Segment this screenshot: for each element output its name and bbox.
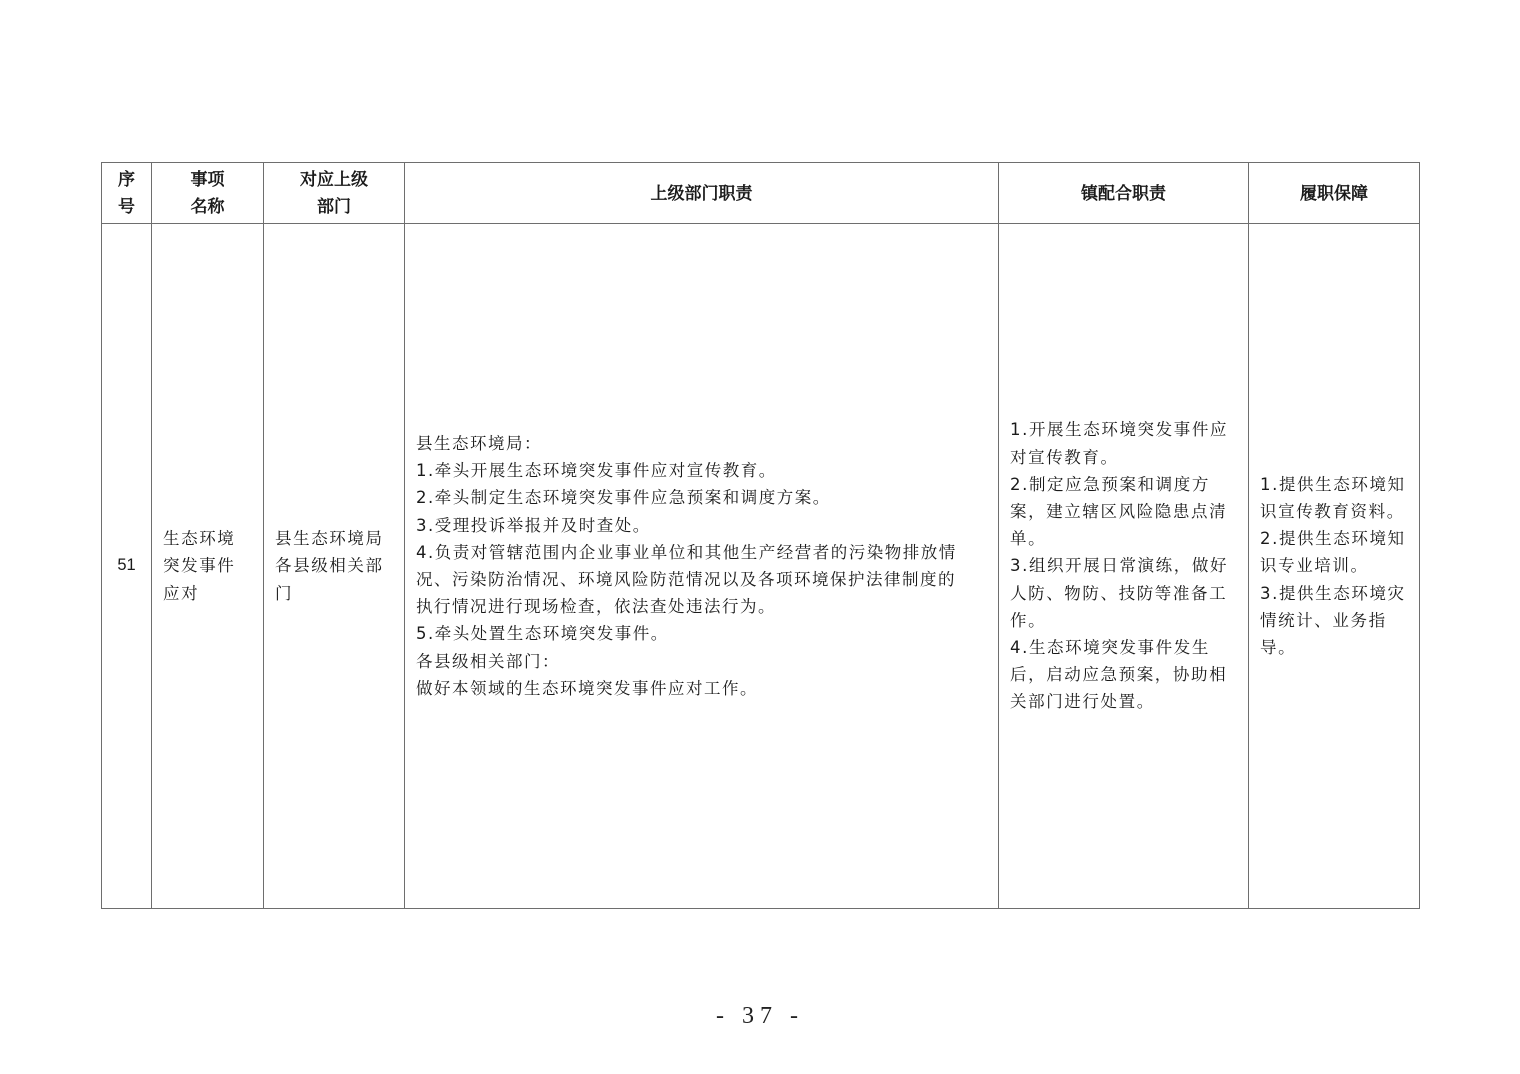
row-seq: 51 [102, 224, 152, 909]
dept-line: 各县级相关部 [275, 556, 384, 576]
upper-duty-line: 1.牵头开展生态环境突发事件应对宣传教育。 [416, 461, 777, 481]
town-duty-line: 作。 [1010, 610, 1047, 630]
upper-duty-line: 执行情况进行现场检查，依法查处违法行为。 [416, 597, 776, 617]
guarantee-line: 识宣传教育资料。 [1260, 501, 1405, 521]
header-item-line-2: 名称 [190, 197, 225, 216]
town-duty-line: 人防、物防、技防等准备工 [1010, 583, 1228, 603]
page-number: - 37 - [716, 1003, 804, 1029]
dept-line: 门 [275, 583, 294, 603]
upper-duty-line: 2.牵头制定生态环境突发事件应急预案和调度方案。 [416, 488, 831, 508]
upper-duty-line: 各县级相关部门： [416, 651, 560, 671]
upper-duty-line: 5.牵头处置生态环境突发事件。 [416, 624, 669, 644]
guarantee-line: 识专业培训。 [1260, 556, 1369, 576]
header-guarantee: 履职保障 [1249, 163, 1420, 224]
town-duty-line: 4.生态环境突发事件发生 [1010, 638, 1210, 657]
row-upper-duty [405, 224, 999, 909]
town-duty-line: 单。 [1010, 529, 1047, 549]
table-header-row [102, 163, 1420, 224]
upper-duty-line: 况、污染防治情况、环境风险防范情况以及各项环境保护法律制度的 [416, 570, 956, 589]
table-row [102, 224, 1420, 909]
header-town-duty: 镇配合职责 [999, 163, 1249, 224]
row-town-duty [999, 224, 1249, 909]
town-duty-line: 1.开展生态环境突发事件应 [1010, 420, 1229, 440]
town-duty-line: 后，启动应急预案，协助相 [1010, 665, 1228, 685]
header-item-line-1: 事项 [190, 170, 225, 189]
guarantee-line: 导。 [1260, 638, 1297, 657]
upper-duty-line: 做好本领域的生态环境突发事件应对工作。 [416, 678, 758, 698]
item-line: 突发事件 [163, 556, 236, 576]
row-item-name [152, 224, 264, 909]
row-upper-dept [264, 224, 405, 909]
upper-duty-line: 3.受理投诉举报并及时查处。 [416, 515, 651, 535]
duty-table [101, 162, 1420, 909]
header-seq-line-1: 序 [118, 170, 135, 189]
town-duty-line: 3.组织开展日常演练，做好 [1010, 556, 1229, 576]
header-upper-dept [264, 163, 405, 224]
guarantee-line: 1.提供生态环境知 [1260, 474, 1406, 494]
guarantee-line: 情统计、业务指 [1260, 610, 1387, 630]
town-duty-line: 案，建立辖区风险隐患点清 [1010, 501, 1228, 521]
town-duty-line: 2.制定应急预案和调度方 [1010, 474, 1210, 494]
item-line: 应对 [163, 583, 200, 603]
item-line: 生态环境 [163, 529, 236, 549]
row-guarantee [1249, 224, 1420, 909]
header-item-name [152, 163, 264, 224]
header-upper-duty: 上级部门职责 [405, 163, 999, 224]
guarantee-line: 2.提供生态环境知 [1260, 529, 1406, 549]
guarantee-line: 3.提供生态环境灾 [1260, 583, 1406, 603]
header-dept-line-1: 对应上级 [300, 170, 368, 189]
header-dept-line-2: 部门 [317, 197, 351, 216]
town-duty-line: 关部门进行处置。 [1010, 692, 1155, 712]
upper-duty-line: 4.负责对管辖范围内企业事业单位和其他生产经营者的污染物排放情 [416, 542, 957, 562]
upper-duty-line: 县生态环境局： [416, 433, 542, 453]
header-seq [102, 163, 152, 224]
town-duty-line: 对宣传教育。 [1010, 447, 1119, 467]
header-seq-line-2: 号 [118, 197, 135, 216]
dept-line: 县生态环境局 [275, 529, 384, 549]
